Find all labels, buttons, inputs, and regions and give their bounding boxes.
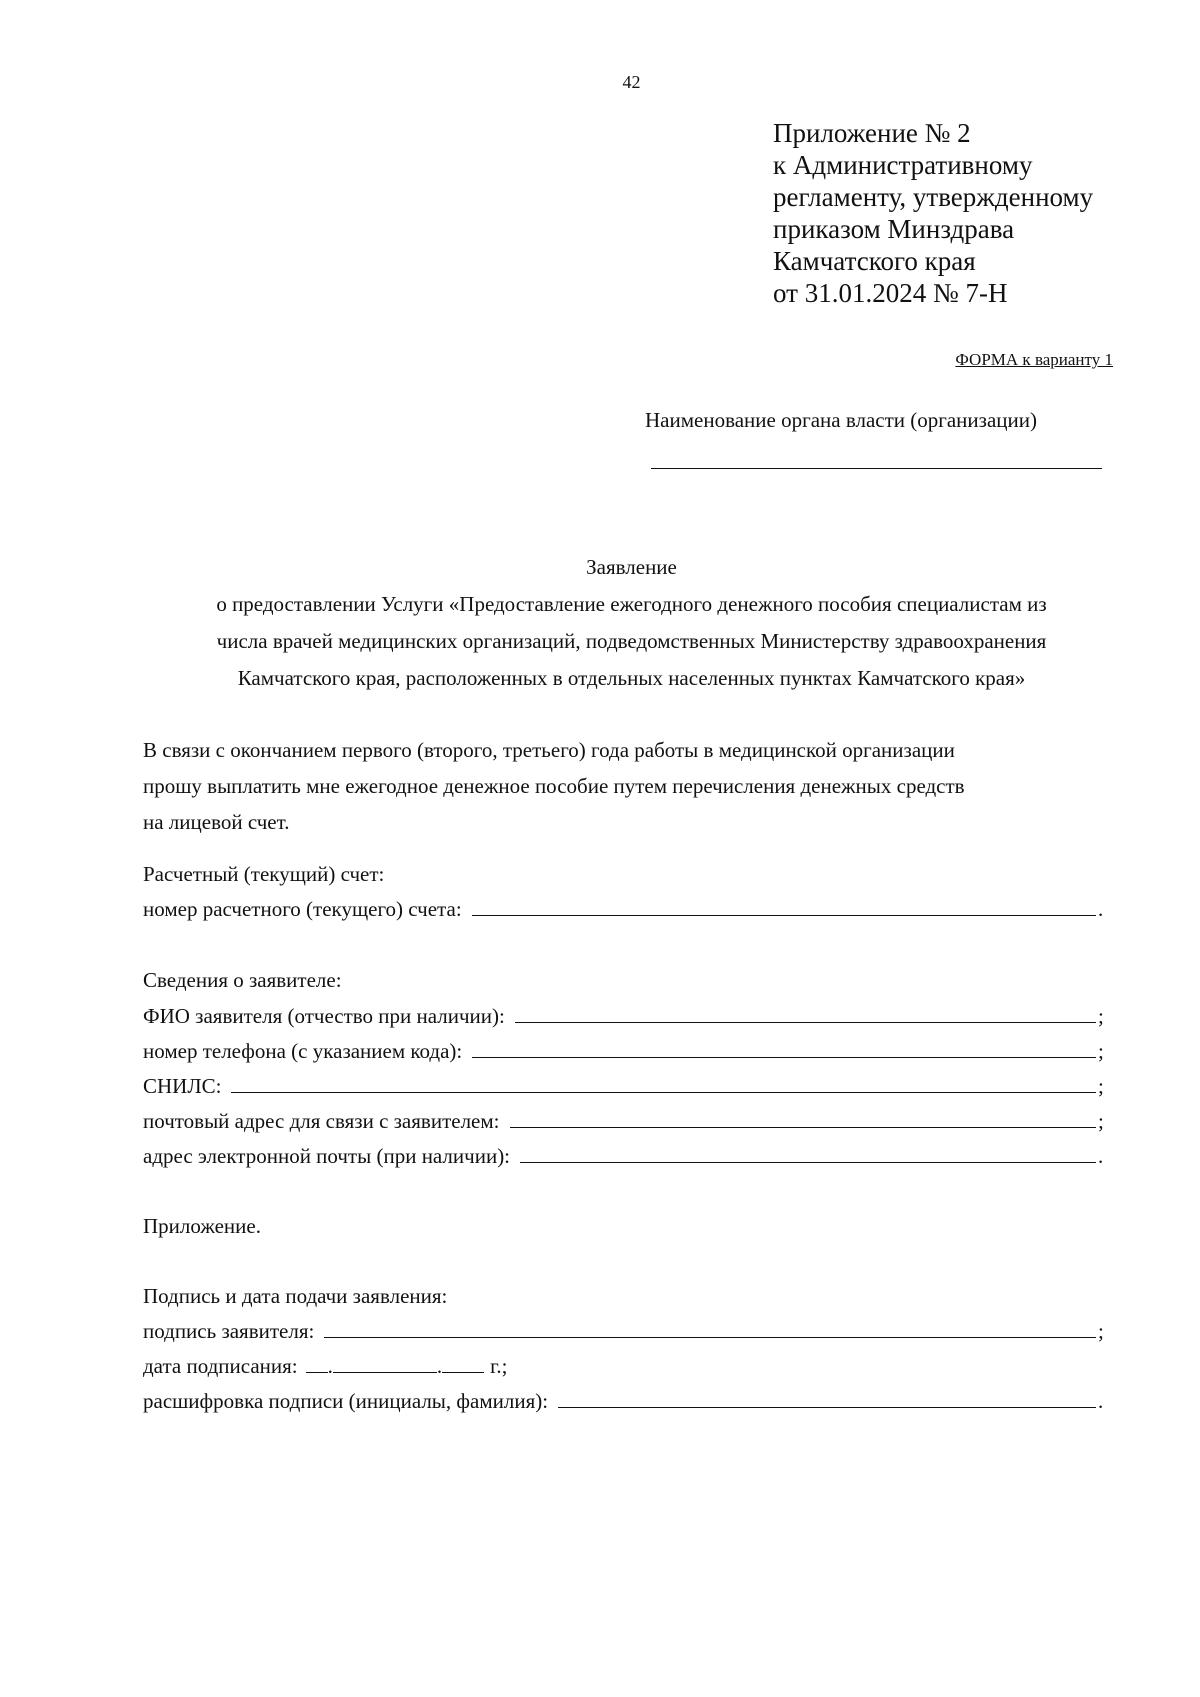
paragraph-line: на лицевой счет. [143,810,290,834]
email-label: адрес электронной почты (при наличии): [143,1144,511,1168]
applicant-address-field [143,1109,1108,1134]
field-end-mark: . [1098,1144,1104,1168]
applicant-heading: Сведения о заявителе: [143,968,342,992]
subtitle-line: о предоставлении Услуги «Предоставление ежегодного денежного пособия специалистам из [216,592,1047,616]
authority-input-line[interactable] [651,468,1102,469]
appendix-line: регламенту, утвержденному [773,182,1094,212]
fio-input[interactable] [515,1004,1096,1023]
field-end-mark: ; [1098,1109,1104,1133]
paragraph-line: прошу выплатить мне ежегодное денежное пособие путем перечисления денежных средств [143,774,965,798]
request-paragraph [143,732,1118,840]
signing-date-label: дата подписания: [143,1354,298,1378]
signature-heading: Подпись и дата подачи заявления: [143,1284,448,1308]
appendix-line: Приложение № 2 [773,118,971,148]
authority-label: Наименование органа власти (организации) [645,408,1037,432]
signature-input[interactable] [324,1319,1096,1338]
signing-date-field [143,1354,507,1379]
account-number-input[interactable] [472,897,1096,916]
field-end-mark: ; [1098,1319,1104,1343]
date-day-input[interactable] [306,1354,328,1373]
account-number-field [143,897,1108,922]
address-input[interactable] [510,1109,1097,1128]
applicant-snils-field [143,1074,1108,1099]
appendix-line: от 31.01.2024 № 7-Н [773,278,1008,308]
date-separator: . [327,1354,333,1378]
page-number: 42 [622,72,641,92]
account-number-label: номер расчетного (текущего) счета: [143,897,462,921]
field-end-mark: . [1098,1389,1104,1413]
signature-decode-input[interactable] [558,1389,1096,1408]
appendix-line: приказом Минздрава [773,214,1015,244]
signature-field [143,1319,1108,1344]
field-end-mark: ; [1098,1039,1104,1063]
form-variant-label: ФОРМА к варианту 1 [955,350,1113,369]
applicant-email-field [143,1144,1108,1169]
applicant-fio-field [143,1004,1108,1029]
paragraph-line: В связи с окончанием первого (второго, третьего) года работы в медицинской организации [143,738,955,762]
signature-decode-label: расшифровка подписи (инициалы, фамилия): [143,1389,549,1413]
attachment-label: Приложение. [143,1214,261,1238]
phone-label: номер телефона (с указанием кода): [143,1039,463,1063]
field-end-mark: ; [1098,1004,1104,1028]
appendix-line: к Административному [773,150,1033,180]
field-end-mark: . [1098,897,1104,921]
appendix-block [773,117,1093,309]
appendix-line: Камчатского края [773,246,976,276]
field-end-mark: ; [1098,1074,1104,1098]
subtitle-line: числа врачей медицинских организаций, подведомственных Министерству здравоохранения [216,629,1047,653]
date-month-input[interactable] [333,1354,437,1373]
document-title: Заявление [586,555,677,579]
email-input[interactable] [520,1144,1096,1163]
date-year-input[interactable] [442,1354,484,1373]
account-heading: Расчетный (текущий) счет: [143,862,385,886]
address-label: почтовый адрес для связи с заявителем: [143,1109,500,1133]
signature-decode-field [143,1389,1108,1414]
applicant-phone-field [143,1039,1108,1064]
phone-input[interactable] [472,1039,1096,1058]
document-subtitle [130,586,1133,697]
signature-label: подпись заявителя: [143,1319,315,1343]
snils-input[interactable] [231,1074,1096,1093]
fio-label: ФИО заявителя (отчество при наличии): [143,1004,505,1028]
date-year-suffix: г.; [490,1354,508,1378]
snils-label: СНИЛС: [143,1074,222,1098]
subtitle-line: Камчатского края, расположенных в отдельных населенных пунктах Камчатского края» [237,666,1026,690]
date-separator: . [436,1354,443,1378]
